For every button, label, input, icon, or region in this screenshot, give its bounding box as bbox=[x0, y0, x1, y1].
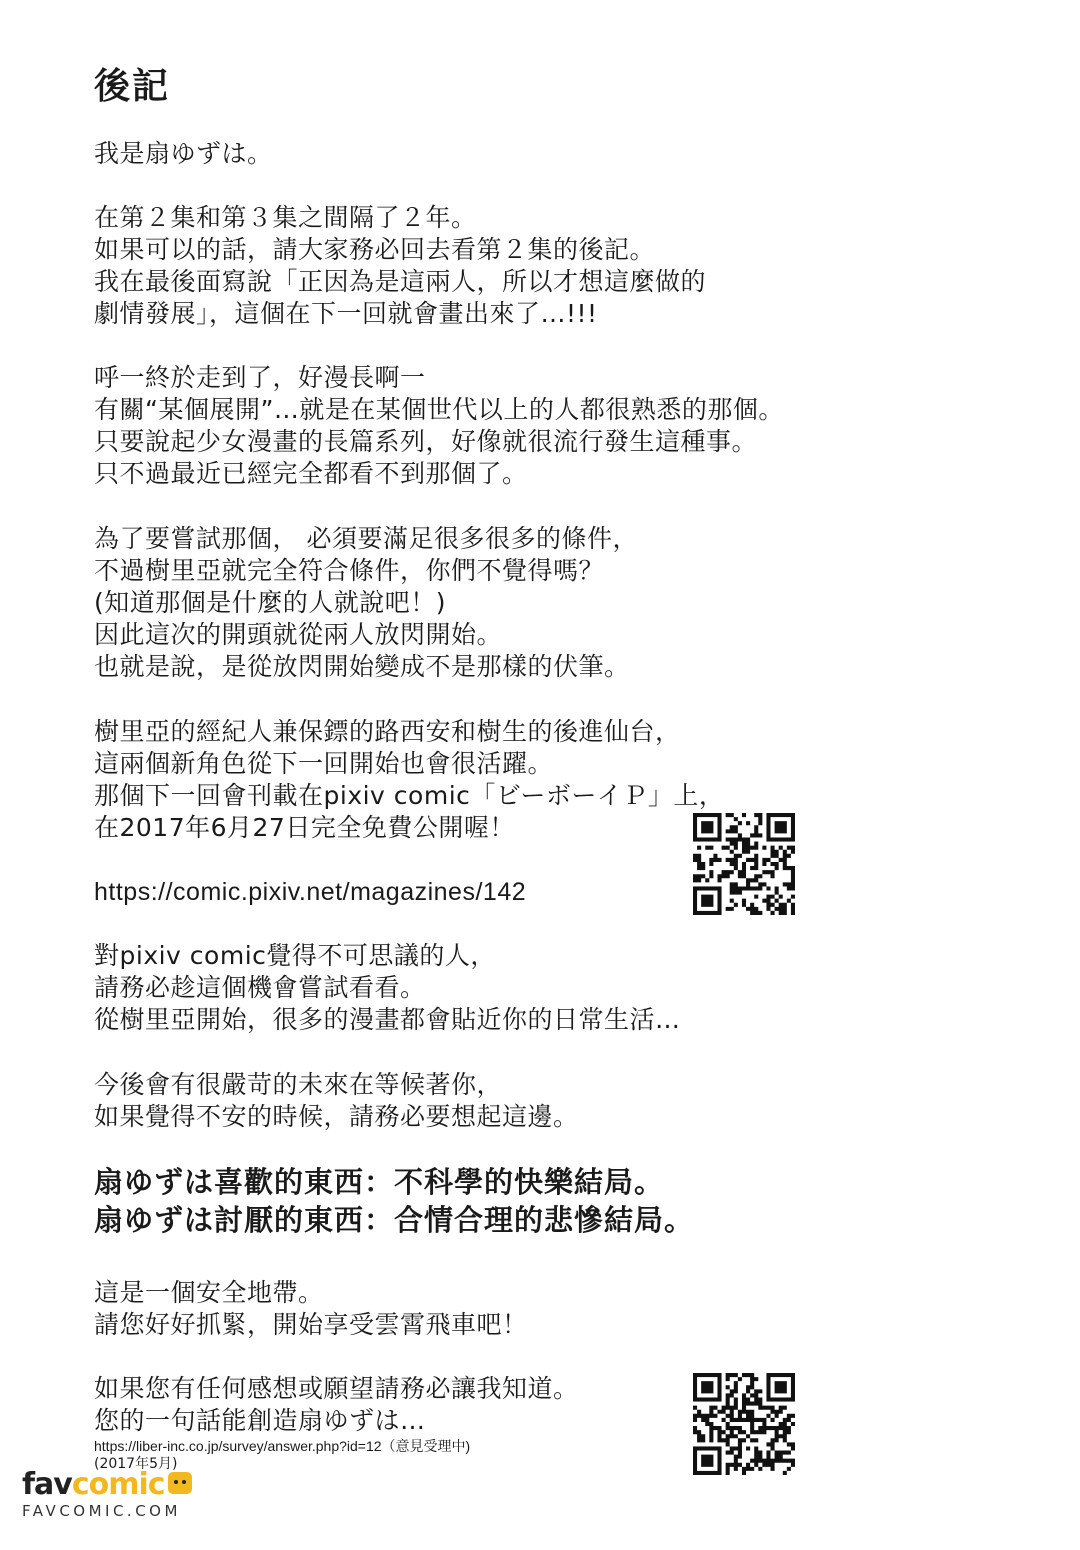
text-line: 請務必趁這個機會嘗試看看。 bbox=[94, 973, 426, 1002]
text-line: 只要說起少女漫畫的長篇系列，好像就很流行發生這種事。 bbox=[94, 427, 758, 456]
text-line: 如果覺得不安的時候，請務必要想起這邊。 bbox=[94, 1102, 579, 1131]
text-line: 如果可以的話，請大家務必回去看第２集的後記。 bbox=[94, 235, 656, 264]
text-line: 今後會有很嚴苛的未來在等候著你， bbox=[94, 1070, 503, 1099]
watermark-site: FAVCOMIC.COM bbox=[22, 1502, 181, 1520]
text-line: 樹里亞的經紀人兼保鏢的路西安和樹生的後進仙台， bbox=[94, 717, 681, 746]
smiley-icon bbox=[168, 1472, 192, 1494]
qr-code-survey[interactable] bbox=[693, 1373, 795, 1475]
text-line: 有關“某個展開”…就是在某個世代以上的人都很熟悉的那個。 bbox=[94, 395, 784, 424]
likes-line: 扇ゆずは喜歡的東西：不科學的快樂結局。 bbox=[94, 1165, 665, 1199]
text-line: 我在最後面寫說「正因為是這兩人，所以才想這麼做的 bbox=[94, 267, 707, 296]
survey-link[interactable]: https://liber-inc.co.jp/survey/answer.php?id=12（意見受理中) bbox=[94, 1438, 471, 1454]
dislikes-line: 扇ゆずは討厭的東西：合情合理的悲慘結局。 bbox=[94, 1203, 695, 1237]
date-note: (2017年5月) bbox=[94, 1456, 178, 1472]
watermark-brand-a: fav bbox=[22, 1467, 72, 1502]
text-line: 對pixiv comic覺得不可思議的人， bbox=[94, 941, 496, 970]
text-line: (知道那個是什麼的人就說吧！) bbox=[94, 588, 447, 617]
qr-code-magazine[interactable] bbox=[693, 813, 795, 915]
text-line: 不過樹里亞就完全符合條件，你們不覺得嗎？ bbox=[94, 556, 605, 585]
text-line: 這是一個安全地帶。 bbox=[94, 1278, 324, 1307]
text-line: 這兩個新角色從下一回開始也會很活躍。 bbox=[94, 749, 554, 778]
text-line: 如果您有任何感想或願望請務必讓我知道。 bbox=[94, 1374, 579, 1403]
page-title: 後記 bbox=[94, 66, 171, 107]
text-line: 在第２集和第３集之間隔了２年。 bbox=[94, 203, 477, 232]
text-line: 那個下一回會刊載在pixiv comic「ビーボーイＰ」上， bbox=[94, 781, 725, 810]
text-line: 因此這次的開頭就從兩人放閃開始。 bbox=[94, 620, 503, 649]
text-line: 我是扇ゆずは。 bbox=[94, 139, 273, 168]
text-line: 在2017年6月27日完全免費公開喔！ bbox=[94, 813, 515, 842]
text-line: 從樹里亞開始，很多的漫畫都會貼近你的日常生活… bbox=[94, 1005, 681, 1034]
text-line: 您的一句話能創造扇ゆずは… bbox=[94, 1406, 426, 1435]
watermark-logo bbox=[22, 1468, 192, 1502]
qr-code-icon bbox=[693, 1373, 795, 1475]
qr-code-icon bbox=[693, 813, 795, 915]
favcomic-watermark bbox=[22, 1468, 212, 1528]
text-line: 只不過最近已經完全都看不到那個了。 bbox=[94, 459, 528, 488]
text-line: 劇情發展」，這個在下一回就會畫出來了…!!! bbox=[94, 299, 598, 328]
text-line: 為了要嘗試那個， 必須要滿足很多很多的條件， bbox=[94, 524, 638, 553]
text-line: 請您好好抓緊，開始享受雲霄飛車吧！ bbox=[94, 1310, 528, 1339]
magazine-link[interactable]: https://comic.pixiv.net/magazines/142 bbox=[94, 878, 527, 906]
text-line: 呼一終於走到了，好漫長啊一 bbox=[94, 363, 426, 392]
text-line: 也就是說，是從放閃開始變成不是那樣的伏筆。 bbox=[94, 652, 630, 681]
watermark-brand-b: comic bbox=[71, 1467, 165, 1502]
